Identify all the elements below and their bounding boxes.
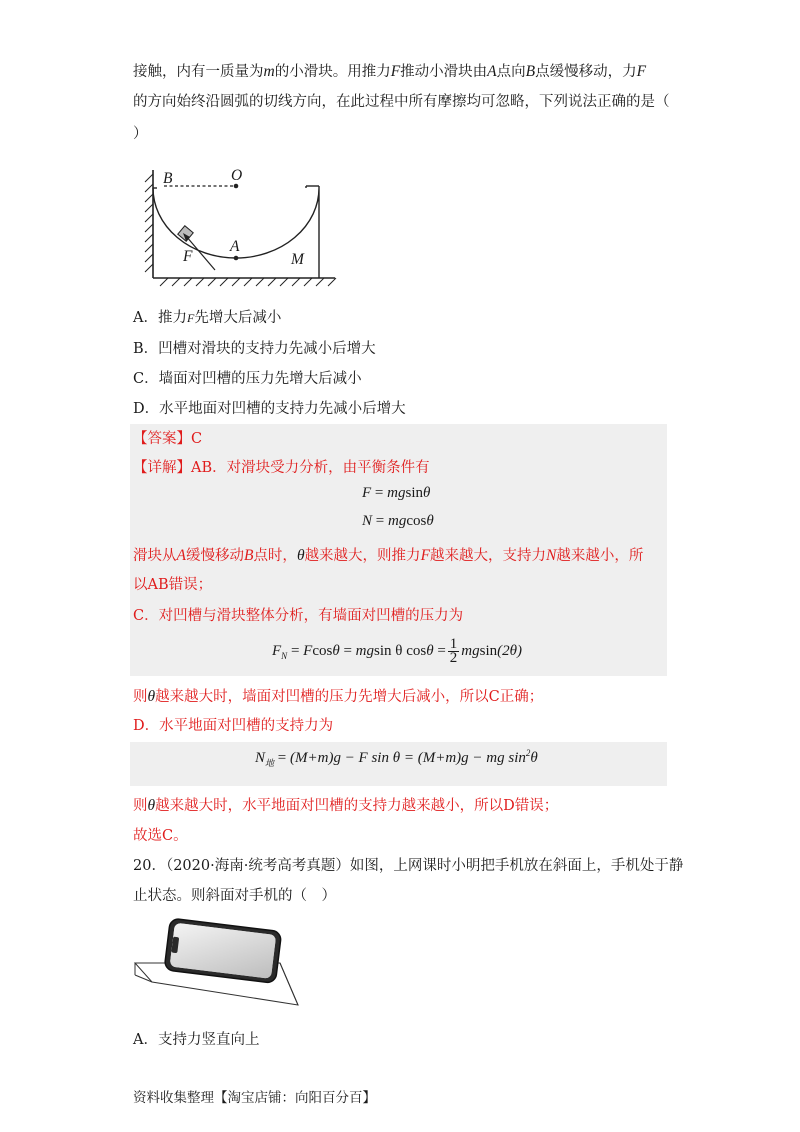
phone-on-incline-diagram — [130, 915, 310, 1015]
equation-4: $N_地 = (M+m)g - F$ sin θ = (M+m)g − mg $\sin^2\theta$ — [255, 748, 538, 768]
option-B: B．凹槽对滑块的支持力先减小后增大 — [133, 341, 376, 357]
analysis-paragraph-1-cont: 以AB错误； — [133, 577, 213, 593]
footer-note: 资料收集整理【淘宝店铺：向阳百分百】 — [133, 1090, 376, 1106]
analysis-paragraph-1: 滑块从A缓慢移动B点时，θ越来越大，则推力F越来越大，支持力N越来越小，所 — [133, 547, 644, 564]
equation-2: N = mgcosθ — [362, 513, 434, 529]
analysis-C-intro: C．对凹槽与滑块整体分析，有墙面对凹槽的压力为 — [133, 608, 464, 624]
label-O: O — [231, 167, 243, 184]
final-choice: 故选C。 — [133, 828, 188, 844]
label-A: A — [230, 238, 240, 255]
label-B: B — [163, 170, 173, 187]
analysis-D-intro: D．水平地面对凹槽的支持力为 — [133, 718, 334, 734]
q20-line-2: 止状态。则斜面对手机的（ ） — [133, 888, 336, 904]
label-M: M — [291, 251, 304, 268]
equation-3: $F_N = Fcos\theta = mgsin$ θ cosθ = $\frac{1}{2}$ mgsin(2θ) — [272, 636, 523, 666]
equation-1: F = mgsinθ — [362, 485, 431, 501]
question-stem-line-3: ） — [133, 126, 148, 142]
question-stem-line-2: 的方向始终沿圆弧的切线方向，在此过程中所有摩擦均可忽略，下列说法正确的是（ — [133, 94, 670, 110]
analysis-C-conclusion: 则θ越来越大时，墙面对凹槽的压力先增大后减小，所以C正确； — [133, 688, 544, 705]
analysis-D-conclusion: 则θ越来越大时，水平地面对凹槽的支持力越来越小，所以D错误； — [133, 797, 559, 814]
label-F: F — [183, 248, 193, 265]
question-stem-line-1: 接触，内有一质量为m的小滑块。用推力F推动小滑块由A点向B点缓慢移动，力F — [133, 63, 647, 80]
option-C: C．墙面对凹槽的压力先增大后减小 — [133, 371, 362, 387]
option-D: D．水平地面对凹槽的支持力先减小后增大 — [133, 401, 406, 417]
q20-line-1: 20．（2020·海南·统考高考真题）如图，上网课时小明把手机放在斜面上，手机处于静 — [133, 858, 684, 874]
option-A: A．推力F先增大后减小 — [133, 310, 282, 326]
detail-line: 【详解】AB．对滑块受力分析，由平衡条件有 — [133, 460, 430, 476]
answer-line: 【答案】C — [133, 431, 203, 447]
q20-option-A: A．支持力竖直向上 — [133, 1032, 260, 1048]
